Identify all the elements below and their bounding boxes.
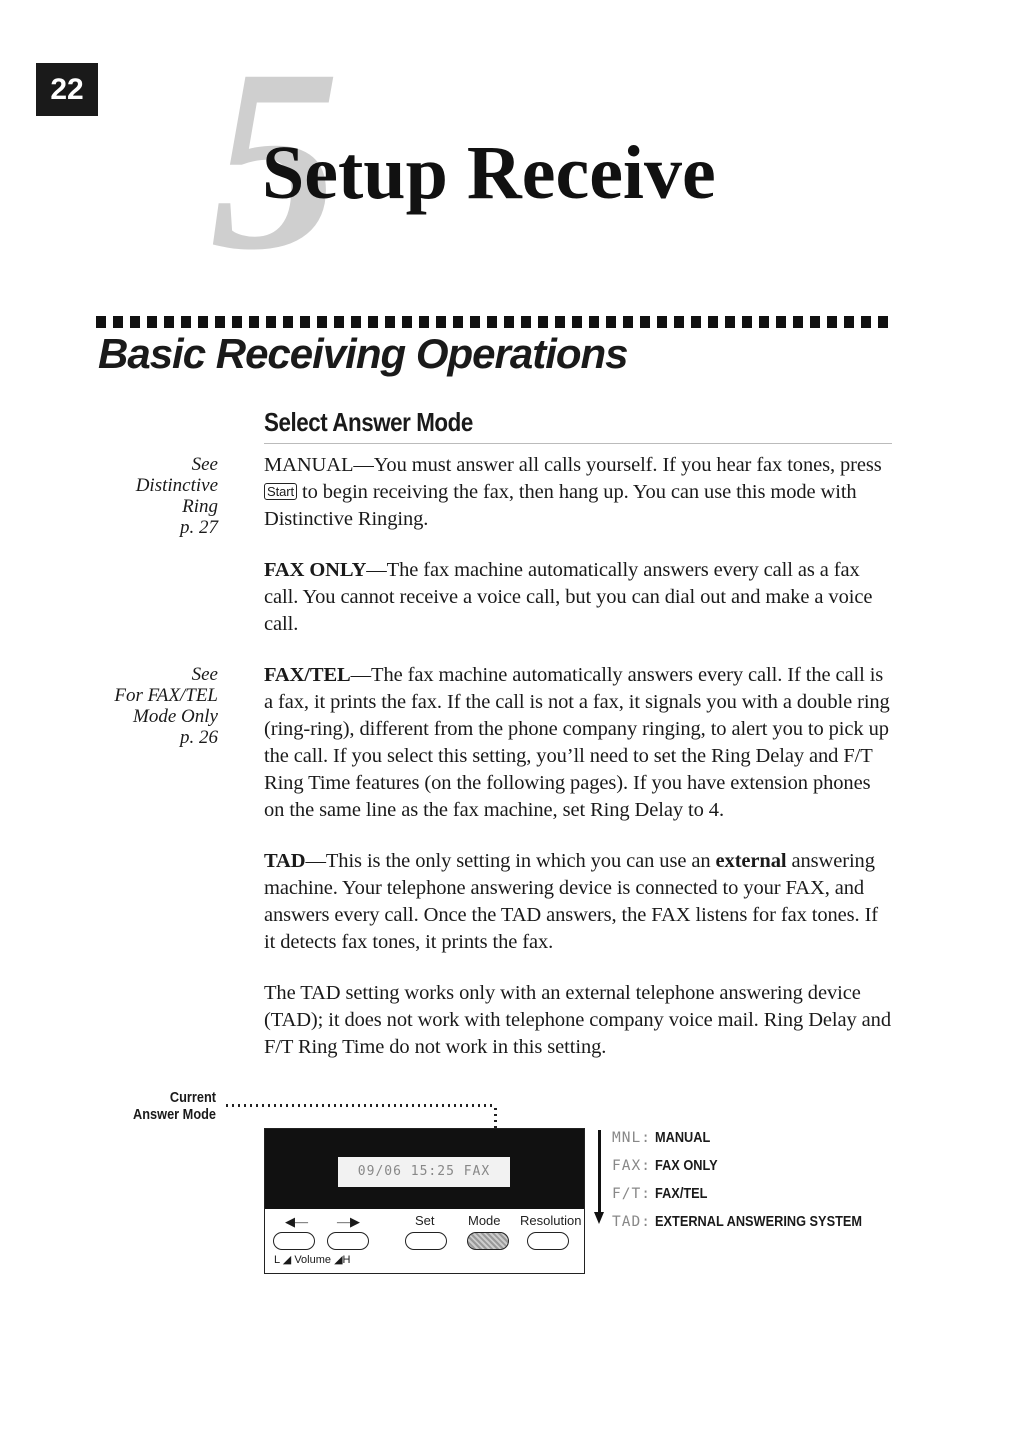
term-manual: MANUAL [264, 454, 354, 476]
volume-low-label: L [274, 1254, 280, 1266]
margin-note-line: Distinctive [135, 475, 218, 496]
volume-label [274, 1253, 351, 1266]
chapter-number-graphic: 5 [210, 16, 340, 304]
margin-note-line: For FAX/TEL [114, 685, 218, 706]
set-button-label: Set [415, 1213, 435, 1228]
section-divider [96, 316, 893, 328]
paragraph-text: —The fax machine automatically answers every call. If the call is a fax, it prints the fax. If the call is not a fax, it signals you with a double ring (ring-ring), different from the phone company ringing, to alert you to pick up the call. If you select this setting, you’ll need to set the Ring Delay and F/T Ring Time features (on the following pages). If you have extension phones on the same line as the fax machine, set Ring Delay to 4. [264, 664, 890, 821]
mode-item-fax-only [612, 1157, 726, 1175]
paragraph-text: answering machine. Your telephone answering device is connected to your FAX, and answers every call. Once the TAD answers, the FAX listens for fax tones. If it detects fax tones, it prints the fax. [264, 850, 879, 953]
mode-button-label: Mode [468, 1213, 501, 1228]
control-panel-illustration [264, 1128, 585, 1274]
mode-code: MNL: [612, 1130, 651, 1146]
mode-item-tad [612, 1213, 890, 1231]
mode-description: MANUAL [654, 1130, 710, 1146]
right-arrow-icon: —▶ [337, 1214, 360, 1229]
margin-note-line: See [191, 664, 218, 685]
volume-down-button[interactable] [273, 1232, 315, 1250]
mode-button[interactable] [467, 1232, 509, 1250]
section-title: Basic Receiving Operations [98, 330, 628, 377]
subsection-title: Select Answer Mode [264, 407, 473, 437]
paragraph-tad [264, 848, 892, 956]
mode-code: F/T: [612, 1186, 651, 1202]
mode-code: FAX: [612, 1158, 651, 1174]
mode-code: TAD: [612, 1214, 651, 1230]
margin-note-line: See [191, 454, 218, 475]
margin-note-fax-tel [96, 664, 218, 748]
margin-note-line: p. 27 [180, 517, 218, 538]
paragraph-text: —The fax machine automatically answers every call as a fax call. You cannot receive a voice call, but you can dial out and make a voice call. [264, 559, 873, 635]
margin-note-line: Mode Only [133, 706, 218, 727]
mode-cycle-arrow-icon [594, 1212, 604, 1224]
margin-note-distinctive-ring [96, 454, 218, 538]
mode-item-manual [612, 1129, 717, 1147]
resolution-button-label: Resolution [520, 1213, 582, 1228]
chapter-title: Setup Receive [262, 131, 716, 215]
set-button[interactable] [405, 1232, 447, 1250]
callout-line: Current [169, 1090, 216, 1106]
start-key-icon: Start [264, 483, 297, 500]
paragraph-text: to begin receiving the fax, then hang up. You can use this mode with Distinctive Ringing. [264, 481, 857, 530]
resolution-button[interactable] [527, 1232, 569, 1250]
term-fax-only: FAX ONLY [264, 559, 367, 581]
paragraph-text: —This is the only setting in which you can use an [305, 850, 716, 872]
term-tad: TAD [264, 850, 306, 872]
mode-description: EXTERNAL ANSWERING SYSTEM [654, 1214, 862, 1230]
paragraph-fax-only [264, 557, 892, 638]
paragraph-tad-note: The TAD setting works only with an external telephone answering device (TAD); it does not work with telephone company voice mail. Ring Delay and F/T Ring Time do not work in this setting. [264, 982, 891, 1058]
mode-cycle-bar [598, 1130, 601, 1215]
callout-leader-horizontal [226, 1104, 496, 1107]
mode-description: FAX ONLY [654, 1158, 718, 1174]
lcd-display: 09/06 15:25 FAX [338, 1157, 510, 1187]
subsection-rule [264, 443, 892, 444]
volume-up-button[interactable] [327, 1232, 369, 1250]
margin-note-line: Ring [182, 496, 218, 517]
volume-text: Volume [294, 1254, 332, 1266]
left-arrow-icon: ◀— [285, 1214, 308, 1229]
volume-decrease-icon: ◢ [282, 1254, 292, 1266]
mode-item-fax-tel [612, 1185, 714, 1203]
paragraph-fax-tel [264, 662, 892, 824]
volume-increase-icon: ◢ [334, 1254, 343, 1266]
paragraph-manual [264, 452, 892, 533]
paragraph-text: —You must answer all calls yourself. If you hear fax tones, press [353, 454, 882, 476]
term-fax-tel: FAX/TEL [264, 664, 351, 686]
callout-line: Answer Mode [133, 1107, 216, 1123]
current-answer-mode-label [110, 1090, 216, 1124]
emphasis-external: external [715, 850, 787, 872]
volume-high-label: H [342, 1254, 351, 1266]
page-number-badge: 22 [36, 63, 98, 116]
margin-note-line: p. 26 [180, 727, 218, 748]
mode-description: FAX/TEL [654, 1186, 708, 1202]
